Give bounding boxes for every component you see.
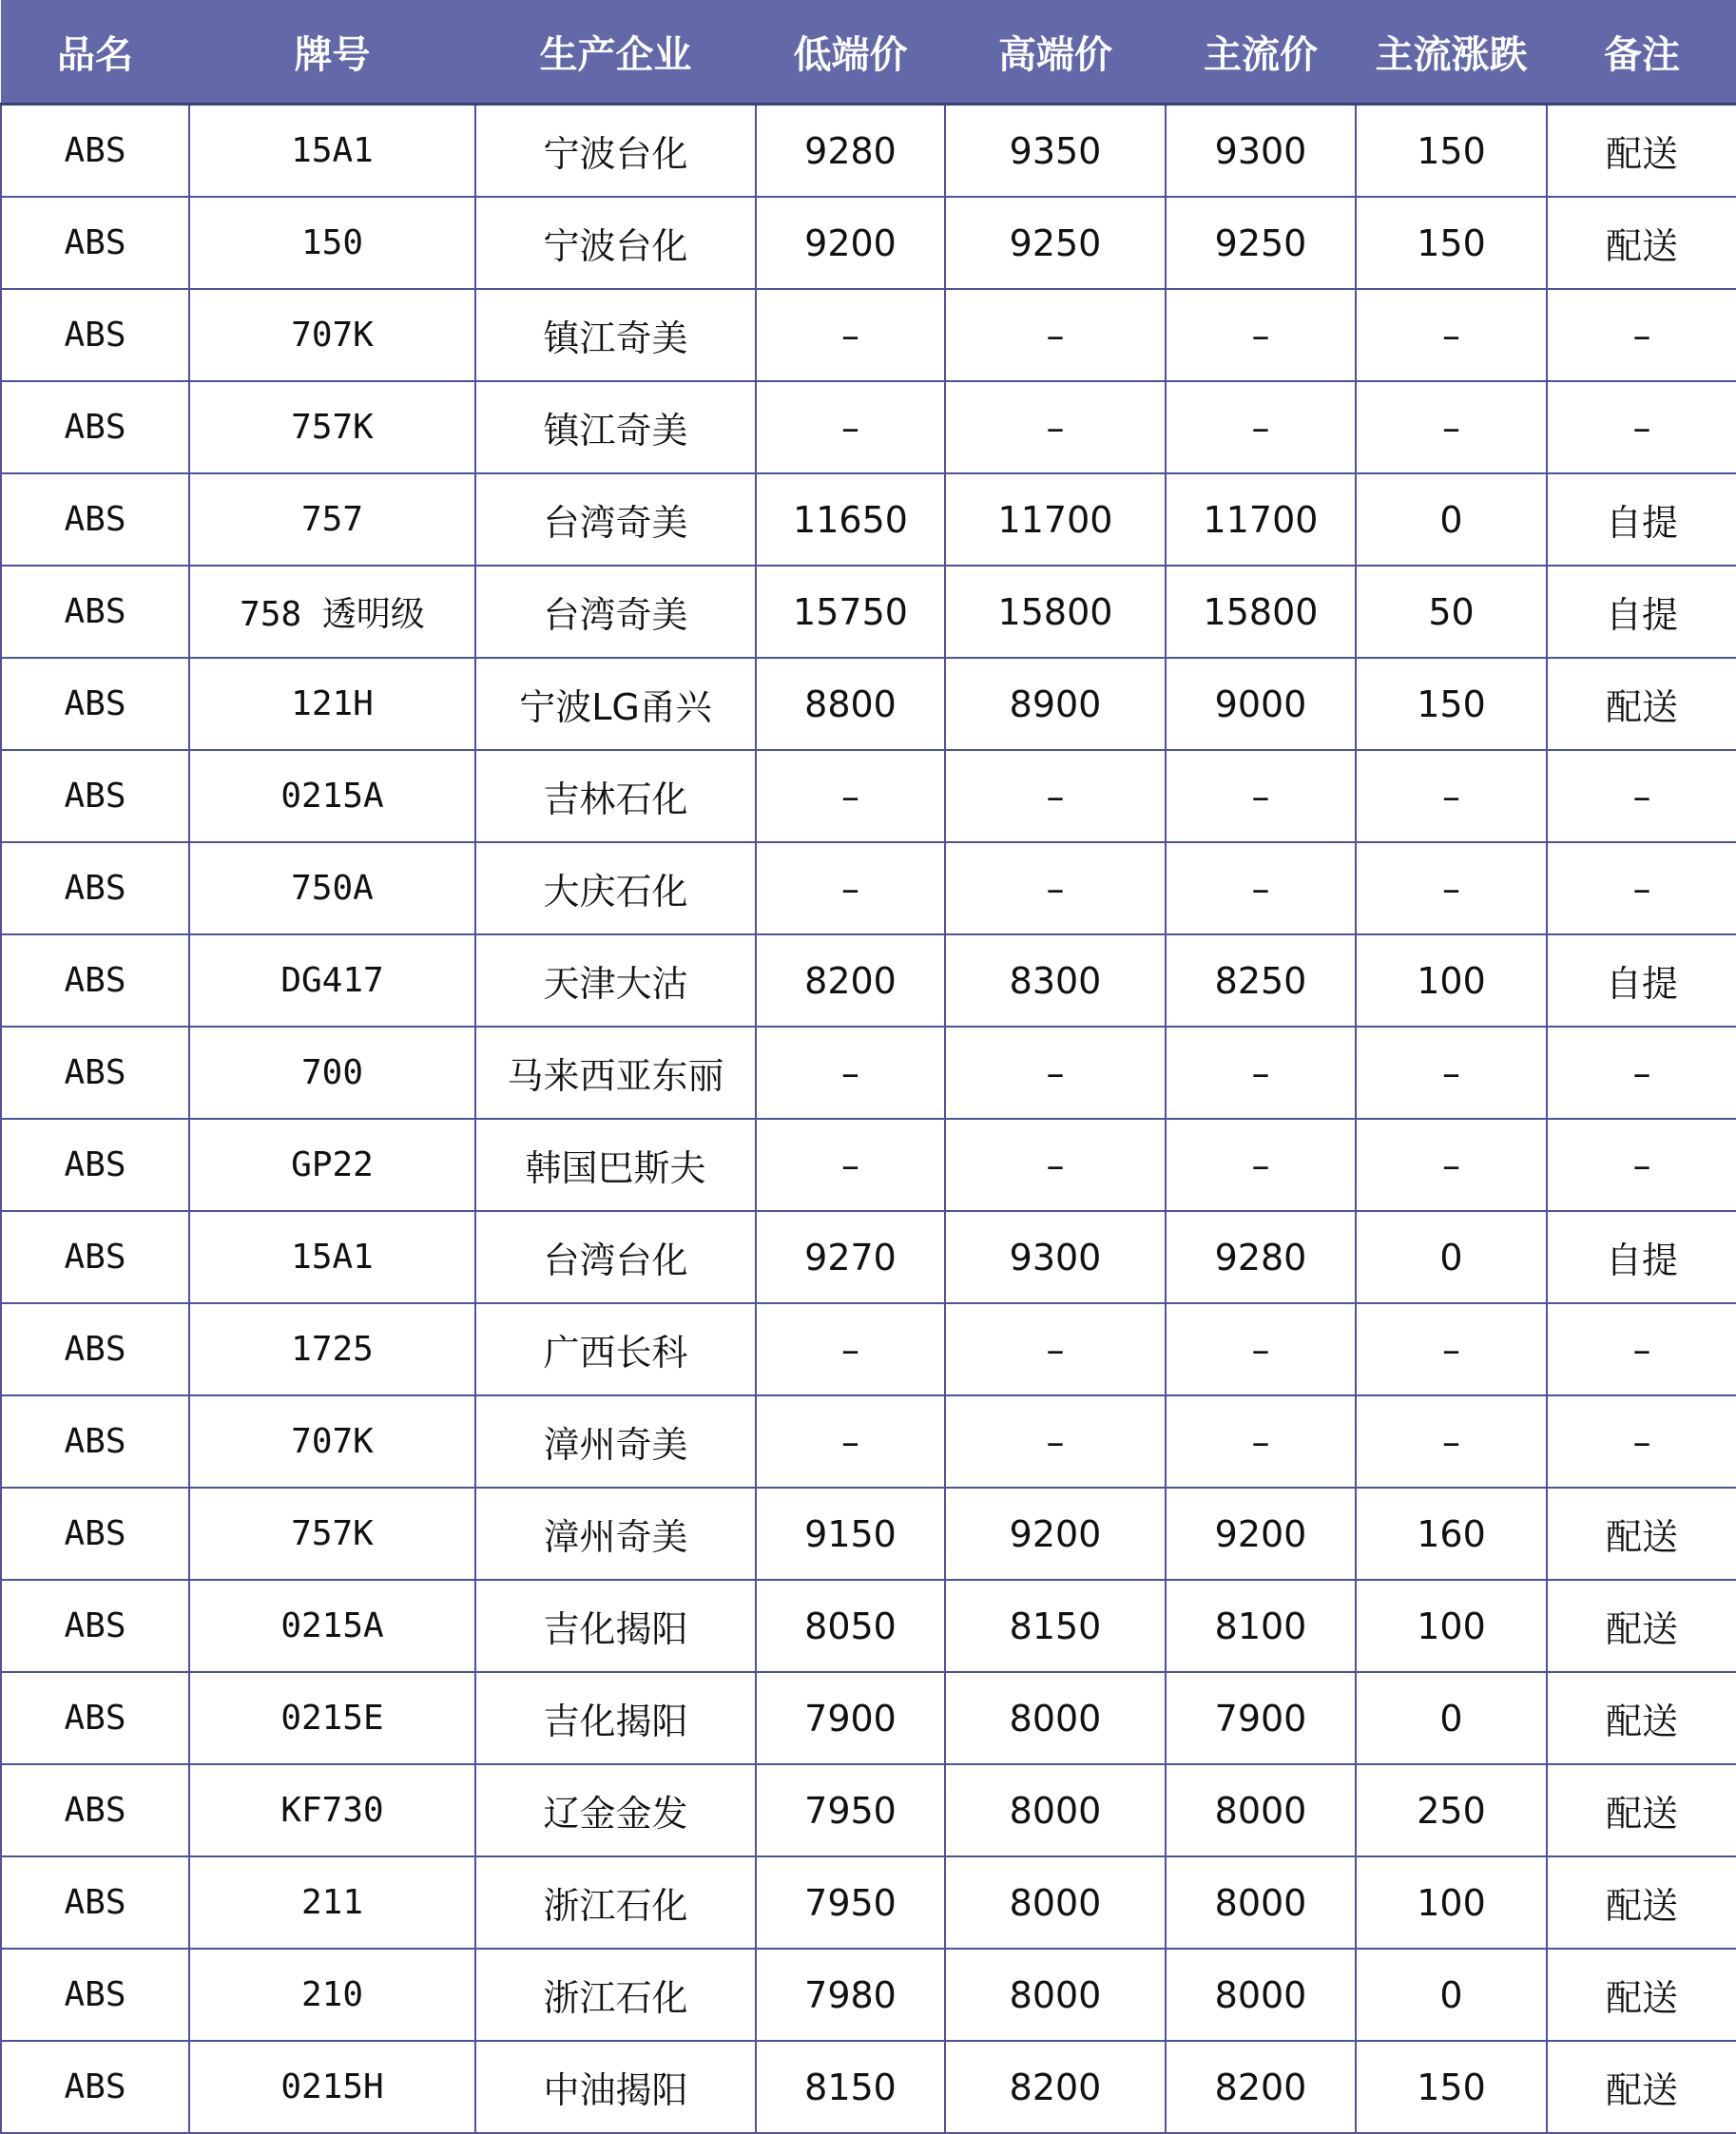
cell-grade: 15A1 [189,105,475,198]
table-row [1,1119,1736,1211]
cell-main-change: – [1356,750,1547,842]
cell-note: – [1547,1395,1736,1488]
cell-product-name: ABS [1,566,189,658]
table-row [1,1580,1736,1672]
cell-low-price: – [756,1395,945,1488]
cell-main-change: – [1356,289,1547,381]
cell-main-change: 160 [1356,1488,1547,1580]
cell-note: 自提 [1547,934,1736,1027]
cell-note: – [1547,842,1736,934]
header-product-name: 品名 [1,0,189,105]
cell-main-change: 100 [1356,1856,1547,1949]
cell-note: – [1547,1027,1736,1119]
cell-low-price: 9270 [756,1211,945,1303]
cell-main-change: 0 [1356,1672,1547,1764]
cell-grade: 150 [189,197,475,289]
cell-main-price: – [1166,1303,1356,1395]
cell-note: – [1547,289,1736,381]
table-row [1,1949,1736,2041]
table-row [1,2041,1736,2133]
cell-high-price: 11700 [945,473,1166,566]
cell-main-price: 8100 [1166,1580,1356,1672]
cell-product-name: ABS [1,1580,189,1672]
cell-low-price: 8200 [756,934,945,1027]
cell-high-price: 9200 [945,1488,1166,1580]
cell-grade: 707K [189,1395,475,1488]
cell-grade: 757K [189,381,475,473]
header-note: 备注 [1547,0,1736,105]
cell-product-name: ABS [1,1395,189,1488]
cell-main-change: 250 [1356,1764,1547,1856]
cell-main-change: 150 [1356,197,1547,289]
cell-grade: 757 [189,473,475,566]
cell-grade: 757K [189,1488,475,1580]
cell-main-change: 100 [1356,1580,1547,1672]
cell-low-price: – [756,381,945,473]
cell-main-price: – [1166,1395,1356,1488]
cell-producer: 宁波LG甬兴 [475,658,756,750]
table-row [1,1856,1736,1949]
cell-high-price: – [945,1303,1166,1395]
cell-product-name: ABS [1,658,189,750]
cell-grade: GP22 [189,1119,475,1211]
cell-note: 配送 [1547,105,1736,198]
cell-low-price: 15750 [756,566,945,658]
cell-note: 配送 [1547,658,1736,750]
cell-main-change: – [1356,1395,1547,1488]
cell-note: 配送 [1547,1488,1736,1580]
cell-low-price: 7900 [756,1672,945,1764]
cell-product-name: ABS [1,934,189,1027]
header-main-change: 主流涨跌 [1356,0,1547,105]
cell-grade: 707K [189,289,475,381]
cell-producer: 辽金金发 [475,1764,756,1856]
cell-grade: 121H [189,658,475,750]
cell-note: 配送 [1547,1764,1736,1856]
header-producer: 生产企业 [475,0,756,105]
cell-main-price: 15800 [1166,566,1356,658]
cell-main-price: 7900 [1166,1672,1356,1764]
cell-low-price: 8150 [756,2041,945,2133]
cell-main-price: – [1166,289,1356,381]
table-row [1,842,1736,934]
cell-grade: 0215A [189,1580,475,1672]
cell-producer: 漳州奇美 [475,1395,756,1488]
cell-low-price: 8050 [756,1580,945,1672]
cell-high-price: – [945,381,1166,473]
cell-main-price: – [1166,1119,1356,1211]
cell-producer: 马来西亚东丽 [475,1027,756,1119]
cell-low-price: 9200 [756,197,945,289]
cell-note: 自提 [1547,566,1736,658]
table-row [1,1303,1736,1395]
cell-producer: 吉化揭阳 [475,1672,756,1764]
cell-note: 自提 [1547,473,1736,566]
cell-main-price: 8250 [1166,934,1356,1027]
cell-main-price: 9000 [1166,658,1356,750]
cell-main-change: 100 [1356,934,1547,1027]
cell-high-price: – [945,1027,1166,1119]
cell-low-price: – [756,289,945,381]
cell-main-change: 150 [1356,105,1547,198]
cell-high-price: – [945,842,1166,934]
cell-high-price: – [945,1395,1166,1488]
cell-main-change: – [1356,381,1547,473]
cell-product-name: ABS [1,842,189,934]
cell-note: 配送 [1547,197,1736,289]
cell-main-price: 8200 [1166,2041,1356,2133]
cell-main-change: – [1356,1303,1547,1395]
cell-product-name: ABS [1,1303,189,1395]
cell-low-price: – [756,1303,945,1395]
cell-note: 配送 [1547,1672,1736,1764]
cell-grade: KF730 [189,1764,475,1856]
cell-high-price: – [945,750,1166,842]
cell-main-change: – [1356,1027,1547,1119]
cell-grade: 15A1 [189,1211,475,1303]
cell-main-price: 9280 [1166,1211,1356,1303]
table-row [1,1395,1736,1488]
cell-main-price: 9300 [1166,105,1356,198]
cell-grade: 211 [189,1856,475,1949]
cell-producer: 韩国巴斯夫 [475,1119,756,1211]
table-row [1,381,1736,473]
header-main-price: 主流价 [1166,0,1356,105]
cell-main-price: 8000 [1166,1764,1356,1856]
cell-main-price: 8000 [1166,1949,1356,2041]
cell-grade: 700 [189,1027,475,1119]
cell-high-price: 8000 [945,1949,1166,2041]
cell-producer: 漳州奇美 [475,1488,756,1580]
cell-grade: 750A [189,842,475,934]
cell-high-price: 8000 [945,1672,1166,1764]
cell-note: – [1547,1303,1736,1395]
cell-main-change: 0 [1356,473,1547,566]
cell-main-price: – [1166,1027,1356,1119]
table-body [1,105,1736,2134]
table-row [1,1672,1736,1764]
cell-low-price: 11650 [756,473,945,566]
cell-main-price: 11700 [1166,473,1356,566]
cell-grade: 1725 [189,1303,475,1395]
cell-main-change: 50 [1356,566,1547,658]
cell-product-name: ABS [1,1949,189,2041]
cell-grade: 0215H [189,2041,475,2133]
cell-main-change: 150 [1356,658,1547,750]
cell-high-price: 9300 [945,1211,1166,1303]
cell-producer: 台湾台化 [475,1211,756,1303]
cell-product-name: ABS [1,1119,189,1211]
table-row [1,934,1736,1027]
cell-producer: 中油揭阳 [475,2041,756,2133]
cell-main-price: – [1166,381,1356,473]
cell-high-price: 8150 [945,1580,1166,1672]
cell-product-name: ABS [1,1211,189,1303]
cell-low-price: – [756,842,945,934]
cell-producer: 宁波台化 [475,105,756,198]
table-row [1,566,1736,658]
cell-high-price: 15800 [945,566,1166,658]
cell-main-change: 0 [1356,1949,1547,2041]
header-high-price: 高端价 [945,0,1166,105]
cell-product-name: ABS [1,750,189,842]
table-row [1,1027,1736,1119]
cell-producer: 镇江奇美 [475,289,756,381]
cell-high-price: 8300 [945,934,1166,1027]
cell-product-name: ABS [1,381,189,473]
cell-product-name: ABS [1,1488,189,1580]
cell-note: 自提 [1547,1211,1736,1303]
cell-high-price: – [945,1119,1166,1211]
table-row [1,105,1736,198]
cell-product-name: ABS [1,2041,189,2133]
cell-low-price: 9150 [756,1488,945,1580]
cell-grade: 0215A [189,750,475,842]
cell-high-price: 9250 [945,197,1166,289]
cell-producer: 天津大沽 [475,934,756,1027]
table-row [1,1488,1736,1580]
cell-main-price: 9200 [1166,1488,1356,1580]
cell-main-change: 0 [1356,1211,1547,1303]
cell-low-price: – [756,1027,945,1119]
cell-producer: 浙江石化 [475,1949,756,2041]
table-row [1,1764,1736,1856]
cell-high-price: 8000 [945,1764,1166,1856]
cell-low-price: 9280 [756,105,945,198]
table-row [1,289,1736,381]
cell-high-price: 9350 [945,105,1166,198]
cell-grade: DG417 [189,934,475,1027]
table-row [1,658,1736,750]
cell-producer: 大庆石化 [475,842,756,934]
cell-product-name: ABS [1,197,189,289]
cell-main-change: 150 [1356,2041,1547,2133]
cell-low-price: 7950 [756,1856,945,1949]
cell-high-price: 8200 [945,2041,1166,2133]
cell-product-name: ABS [1,473,189,566]
cell-low-price: 8800 [756,658,945,750]
cell-main-change: – [1356,842,1547,934]
cell-note: 配送 [1547,1856,1736,1949]
cell-producer: 宁波台化 [475,197,756,289]
table-row [1,1211,1736,1303]
cell-main-price: – [1166,750,1356,842]
table-row [1,750,1736,842]
cell-low-price: 7980 [756,1949,945,2041]
cell-producer: 浙江石化 [475,1856,756,1949]
cell-grade: 0215E [189,1672,475,1764]
cell-low-price: – [756,1119,945,1211]
table-row [1,197,1736,289]
cell-producer: 台湾奇美 [475,566,756,658]
cell-producer: 吉林石化 [475,750,756,842]
cell-note: – [1547,1119,1736,1211]
cell-note: 配送 [1547,1580,1736,1672]
cell-main-price: 8000 [1166,1856,1356,1949]
cell-product-name: ABS [1,105,189,198]
cell-high-price: – [945,289,1166,381]
cell-main-change: – [1356,1119,1547,1211]
cell-low-price: 7950 [756,1764,945,1856]
cell-product-name: ABS [1,1672,189,1764]
cell-producer: 吉化揭阳 [475,1580,756,1672]
cell-note: 配送 [1547,2041,1736,2133]
cell-product-name: ABS [1,1764,189,1856]
header-grade: 牌号 [189,0,475,105]
cell-producer: 台湾奇美 [475,473,756,566]
cell-product-name: ABS [1,289,189,381]
header-row [1,0,1736,105]
cell-high-price: 8900 [945,658,1166,750]
cell-producer: 广西长科 [475,1303,756,1395]
cell-product-name: ABS [1,1856,189,1949]
header-low-price: 低端价 [756,0,945,105]
table-row [1,473,1736,566]
cell-note: – [1547,381,1736,473]
cell-note: – [1547,750,1736,842]
cell-product-name: ABS [1,1027,189,1119]
cell-note: 配送 [1547,1949,1736,2041]
cell-producer: 镇江奇美 [475,381,756,473]
cell-main-price: 9250 [1166,197,1356,289]
table-header [1,0,1736,105]
cell-grade: 758 透明级 [189,566,475,658]
cell-low-price: – [756,750,945,842]
cell-main-price: – [1166,842,1356,934]
cell-high-price: 8000 [945,1856,1166,1949]
cell-grade: 210 [189,1949,475,2041]
